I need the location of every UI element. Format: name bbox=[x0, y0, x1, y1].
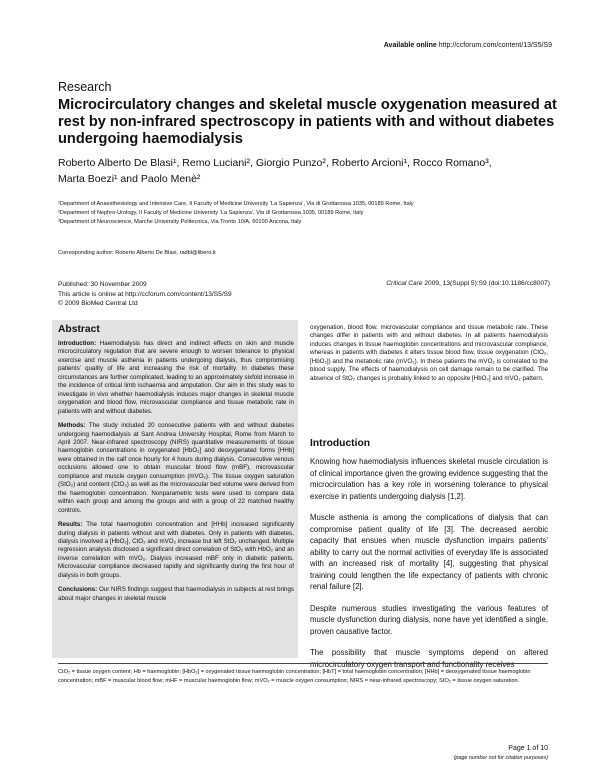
abstract-intro-label: Introduction: bbox=[58, 340, 97, 347]
page-number bbox=[420, 745, 548, 762]
abstract-methods-text: The study included 20 consecutive patients with and without diabetes undergoing haemodialysis at Sant Andrea University Hospital, Rome from March to April 2007. Near-infrared spectroscopy (NIRS) quantitative measurements of tissue haemoglobin concentrations in oxygenated [HbO₂] and deoxygenated forms [HHb] were obtained in the calf once hourly for 4 hours during dialysis. Consecutive venous occlusions allowed one to obtain muscular blood flow (mBF), microvascular compliance and muscle oxygen consumption (mVO₂). The tissue oxygen saturation (StO₂) and content (CtO₂) as well as the microvascular bed volume were derived from the haemoglobin concentration. Nonparametric tests were used to compare data within each group and among the groups and with a group of 22 matched healthy controls. bbox=[58, 422, 294, 514]
affiliation-1: ¹Department of Anaesthesiology and Intensive Care, II Faculty of Medicine University ‘La Sapienza’, Via di Grottarossa 1035, 00189 Rome, Italy bbox=[58, 201, 414, 207]
abstract-conclusions bbox=[58, 586, 294, 603]
availability-line bbox=[352, 42, 552, 49]
citation-details: 2009, 13(Suppl 5):S9 (doi:10.1186/cc8007) bbox=[424, 280, 550, 287]
page-label: Page 1 of 10 bbox=[508, 745, 548, 752]
affiliation-3: ³Department of Neuroscience, Marche University Politecnica, Via Tronto 10/A, 60100 Ancona, Italy bbox=[58, 219, 302, 226]
abstract-heading: Abstract bbox=[58, 324, 100, 335]
abstract-column-2: oxygenation, blood flow, microvascular compliance and tissue metabolic rate. These changes differ in patients with and without diabetes. In all patients haemodialysis induces changes in tissue haemoglobin concentrations and microvascular compliance, whereas in patients with diabetes it alters tissue blood flow, tissue oxygenation (CtO₂, [HbO₂]) and the metabolic rate (mVO₂). In these patients the mVO₂ is correlated to the blood supply. The effects of haemodialysis on cell damage remain to be clarified. The absence of StO₂ changes is probably linked to an opposite [HbO₂] and mVO₂ pattern. bbox=[310, 324, 548, 382]
intro-paragraph-4: The possibility that muscle symptoms depend on altered microcirculatory oxygen transport and functionality receives bbox=[310, 648, 548, 669]
intro-paragraph-2: Muscle asthenia is among the complications of dialysis that can compromise patient quality of life [3]. The decreased aerobic capacity that ensues when muscle dysfunction impairs patients’ ability to carry out the normal activities of everyday life is associated with an increased risk of mortality [4], suggesting that physical training could lengthen the life expectancy of patients with chronic renal failure [2]. bbox=[310, 513, 548, 591]
intro-paragraph-3: Despite numerous studies investigating the various features of muscle dysfunction during dialysis, none have yet identified a single, proven causative factor. bbox=[310, 603, 548, 636]
abstract-intro-text: Haemodialysis has direct and indirect effects on skin and muscle microcirculatory regulation that are severe enough to worsen tolerance to physical exercise and muscle asthenia in patients undergoing dialysis, thus compromising patients’ quality of life and increasing the risk of mortality. In diabetes these circumstances are further complicated, leading to an approximately sixfold increase in the incidence of critical limb ischaemia and amputation. Our aim in this study was to investigate in vivo whether haemodialysis induces major changes in skeletal muscle oxygenation and blood flow, microvascular compliance and tissue metabolic rate in patients with and without diabetes. bbox=[58, 340, 294, 415]
authors bbox=[58, 155, 558, 187]
online-at: This article is online at http://ccforum.com/content/13/S5/S9 bbox=[58, 290, 232, 298]
intro-paragraph-1: Knowing how haemodialysis influences skeletal muscle circulation is of clinical importance given the growing evidence suggesting that the microcirculation has a key role in worsening tolerance to physical exercise in patients undergoing dialysis [1,2]. bbox=[310, 457, 548, 501]
abstract-conclusions-text: Our NIRS findings suggest that haemodialysis in subjects at rest brings about major changes in skeletal muscle bbox=[58, 586, 294, 602]
article-title: Microcirculatory changes and skeletal muscle oxygenation measured at rest by non-infrared spectroscopy in patients with and without diabetes undergoing haemodialysis bbox=[58, 97, 557, 147]
publication-info bbox=[58, 280, 318, 309]
introduction-body bbox=[310, 456, 548, 680]
available-label: Available online bbox=[383, 42, 437, 49]
abstract-methods bbox=[58, 422, 294, 515]
available-url[interactable]: http://ccforum.com/content/13/S5/S9 bbox=[438, 42, 552, 49]
abbreviations-footnote: CtO₂ = tissue oxygen content; Hb = haemoglobin; [HbO₂] = oxygenated tissue haemoglobin concentration; [HbT] = total haemoglobin concentration; [HHb] = deoxygenated tissue haemoglobin concentration; mBF = muscular blood flow; mHF = muscular haemoglobin flow; mVO₂ = muscle oxygen consumption; NIRS = near-infrared spectroscopy; StO₂ = tissue oxygen saturation. bbox=[58, 669, 531, 684]
abstract-results-label: Results: bbox=[58, 521, 83, 529]
corresponding-author: Corresponding author: Roberto Alberto De Blasi, radbl@libero.it bbox=[58, 250, 216, 256]
abstract-conclusions-label: Conclusions: bbox=[58, 586, 98, 594]
abstract-introduction bbox=[58, 340, 294, 416]
introduction-heading: Introduction bbox=[310, 438, 371, 449]
affiliation-2: ²Department of Nephro-Urology, II Faculty of Medicine University ‘La Sapienza’, Via di Grottarossa 1035, 00189 Rome, Italy bbox=[58, 210, 364, 217]
section-label: Research bbox=[58, 80, 112, 94]
citation-journal: Critical Care bbox=[386, 280, 423, 287]
page-note: (page number not for citation purposes) bbox=[453, 754, 548, 761]
copyright: © 2009 BioMed Central Ltd bbox=[58, 300, 138, 307]
footnote-divider bbox=[58, 663, 548, 664]
abstract-results bbox=[58, 521, 294, 580]
authors-line-2: Marta Boezi¹ and Paolo Menè² bbox=[58, 173, 201, 185]
abstract-column-1 bbox=[58, 340, 294, 603]
citation bbox=[310, 280, 550, 287]
abstract-results-text: The total haemoglobin concentration and [HHb] increased significantly during dialysis in patients without and with diabetes. Only in patients with diabetes, dialysis involved a [HbO₂], CtO₂ and mVO₂ increase but left StO₂ unchanged. Multiple regression analysis disclosed a significant direct correlation of StO₂ with HbO₂ and an inverse correlation with mVO₂. Dialysis increased mBF only in diabetic patients. Microvascular compliance decreased rapidly and significantly during the first hour of dialysis in both groups. bbox=[58, 521, 294, 579]
affiliations bbox=[58, 200, 558, 228]
authors-line-1: Roberto Alberto De Blasi¹, Remo Luciani², Giorgio Punzo², Roberto Arcioni¹, Rocco Romano³, bbox=[58, 157, 492, 169]
abstract-methods-label: Methods: bbox=[58, 422, 86, 430]
published-date: Published: 30 November 2009 bbox=[58, 281, 147, 288]
